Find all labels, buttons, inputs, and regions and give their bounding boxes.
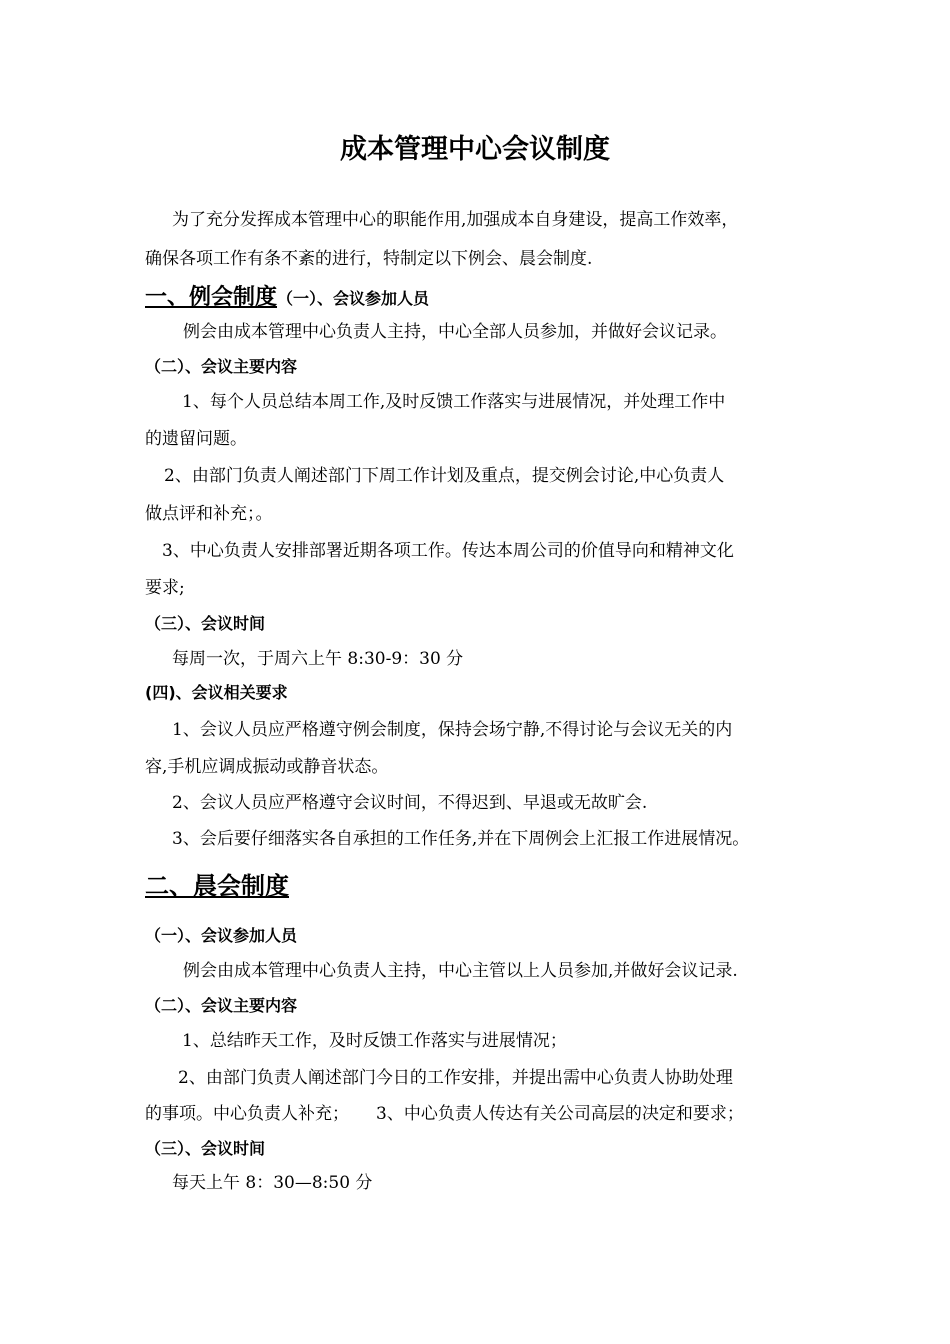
s1-req1-line-1: 1、会议人员应严格遵守例会制度，保持会场宁静,不得讨论与会议无关的内 — [172, 720, 733, 740]
s1-sub1-heading: （一）、会议参加人员 — [277, 289, 430, 308]
s1-item2-line-1: 2、由部门负责人阐述部门下周工作计划及重点，提交例会讨论,中心负责人 — [164, 466, 725, 486]
s2-sub1-text: 例会由成本管理中心负责人主持，中心主管以上人员参加,并做好会议记录. — [183, 961, 738, 981]
s1-sub2-heading: （二）、会议主要内容 — [145, 357, 298, 376]
s1-req1-line-2: 容,手机应调成振动或静音状态。 — [145, 757, 389, 777]
s2-item2-line-2: 的事项。中心负责人补充； 3、中心负责人传达有关公司高层的决定和要求； — [145, 1104, 744, 1124]
s1-sub3-heading: （三）、会议时间 — [145, 614, 266, 633]
s1-sub1-text: 例会由成本管理中心负责人主持，中心全部人员参加，并做好会议记录。 — [183, 322, 727, 342]
s2-sub1-heading: （一）、会议参加人员 — [145, 926, 298, 945]
intro-line-1: 为了充分发挥成本管理中心的职能作用,加强成本自身建设，提高工作效率， — [172, 210, 739, 230]
s2-item2-line-1: 2、由部门负责人阐述部门今日的工作安排，并提出需中心负责人协助处理 — [178, 1068, 733, 1088]
s1-item3-line-2: 要求; — [145, 578, 185, 598]
s1-item2-line-2: 做点评和补充；。 — [145, 504, 273, 524]
intro-line-2: 确保各项工作有条不紊的进行，特制定以下例会、晨会制度. — [145, 249, 593, 269]
section-1-header-line — [145, 284, 429, 312]
document-title: 成本管理中心会议制度 — [340, 134, 610, 165]
s1-item1-line-2: 的遗留问题。 — [145, 429, 247, 449]
s2-item1: 1、总结昨天工作，及时反馈工作落实与进展情况； — [182, 1031, 567, 1051]
section-2-header-line — [145, 872, 289, 900]
s1-item3-line-1: 3、中心负责人安排部署近期各项工作。传达本周公司的价值导向和精神文化 — [162, 541, 734, 561]
s1-req2: 2、会议人员应严格遵守会议时间，不得迟到、早退或无故旷会. — [172, 793, 648, 813]
section-1-heading: 一、例会制度 — [145, 285, 278, 310]
s1-sub4-heading: (四)、会议相关要求 — [145, 683, 288, 702]
s2-time-text: 每天上午 8：30—8:50 分 — [172, 1173, 373, 1193]
s1-time-text: 每周一次，于周六上午 8:30-9：30 分 — [172, 649, 464, 669]
s1-item1-line-1: 1、每个人员总结本周工作,及时反馈工作落实与进展情况，并处理工作中 — [182, 392, 726, 412]
s1-req3: 3、会后要仔细落实各自承担的工作任务,并在下周例会上汇报工作进展情况。 — [172, 829, 750, 849]
s2-sub2-heading: （二）、会议主要内容 — [145, 996, 298, 1015]
s2-sub3-heading: （三）、会议时间 — [145, 1139, 266, 1158]
section-2-heading: 二、晨会制度 — [145, 872, 289, 900]
